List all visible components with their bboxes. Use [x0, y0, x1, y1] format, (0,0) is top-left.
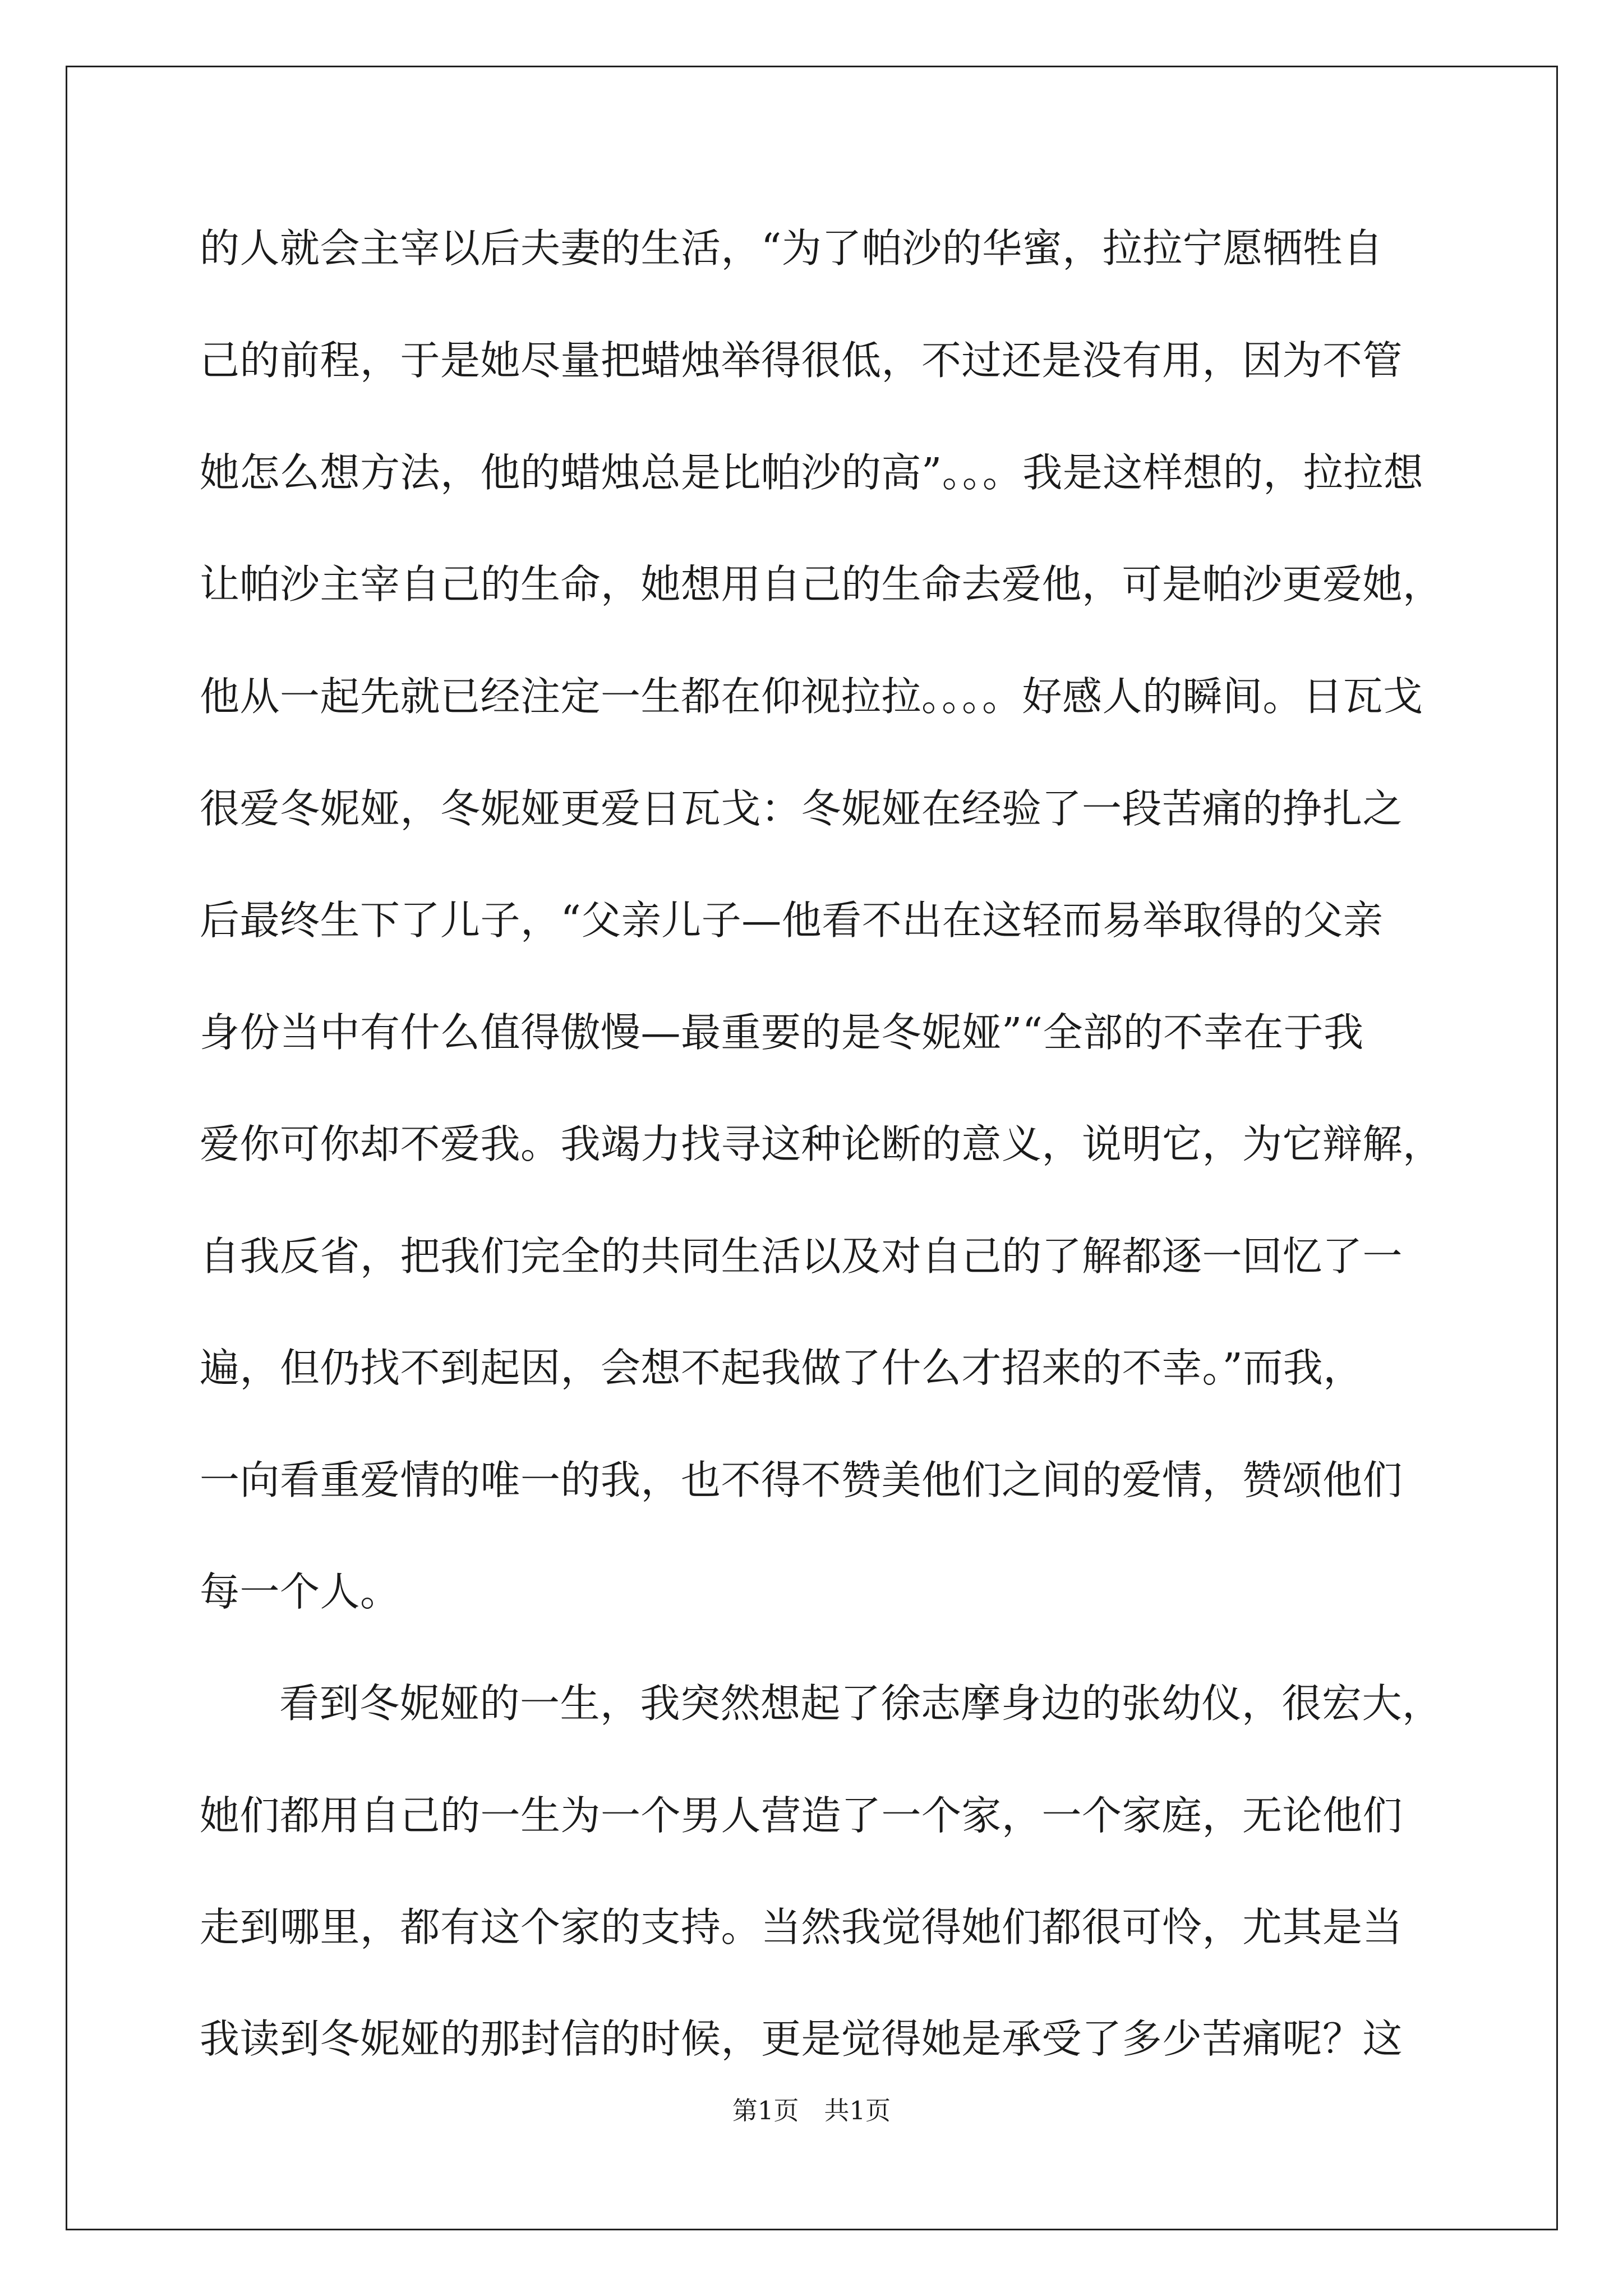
text-line: 遍，但仍找不到起因，会想不起我做了什么才招来的不幸。”而我， — [200, 1345, 1363, 1391]
text-line: 让帕沙主宰自己的生命，她想用自己的生命去爱他，可是帕沙更爱她， — [200, 561, 1443, 608]
paragraph-first-line: 看到冬妮娅的一生，我突然想起了徐志摩身边的张幼仪，很宏大， — [279, 1680, 1442, 1727]
text-line: 走到哪里，都有这个家的支持。当然我觉得她们都很可怜，尤其是当 — [200, 1904, 1403, 1950]
text-line: 他从一起先就已经注定一生都在仰视拉拉。。。。好感人的瞬间。日瓦戈 — [200, 673, 1423, 720]
text-line: 很爱冬妮娅，冬妮娅更爱日瓦戈：冬妮娅在经验了一段苦痛的挣扎之 — [200, 785, 1403, 832]
text-line: 后最终生下了儿子，“父亲儿子—他看不出在这轻而易举取得的父亲 — [200, 897, 1384, 944]
text-line: 爱你可你却不爱我。我竭力找寻这种论断的意义，说明它，为它辩解， — [200, 1121, 1443, 1167]
text-line: 每一个人。 — [200, 1568, 400, 1615]
text-line: 的人就会主宰以后夫妻的生活，“为了帕沙的华蜜，拉拉宁愿牺牲自 — [200, 225, 1384, 272]
text-line: 我读到冬妮娅的那封信的时候，更是觉得她是承受了多少苦痛呢？这 — [200, 2016, 1403, 2062]
text-line: 一向看重爱情的唯一的我，也不得不赞美他们之间的爱情，赞颂他们 — [200, 1457, 1403, 1503]
text-line: 己的前程，于是她尽量把蜡烛举得很低，不过还是没有用，因为不管 — [200, 337, 1403, 384]
text-line: 她们都用自己的一生为一个男人营造了一个家，一个家庭，无论他们 — [200, 1792, 1403, 1839]
page-footer: 第1页 共1页 — [732, 2096, 891, 2125]
text-line: 身份当中有什么值得傲慢—最重要的是冬妮娅”“全部的不幸在于我 — [200, 1009, 1364, 1056]
text-line: 自我反省，把我们完全的共同生活以及对自己的了解都逐一回忆了一 — [200, 1233, 1403, 1280]
text-line: 她怎么想方法，他的蜡烛总是比帕沙的高”。。。我是这样想的，拉拉想 — [200, 449, 1424, 496]
